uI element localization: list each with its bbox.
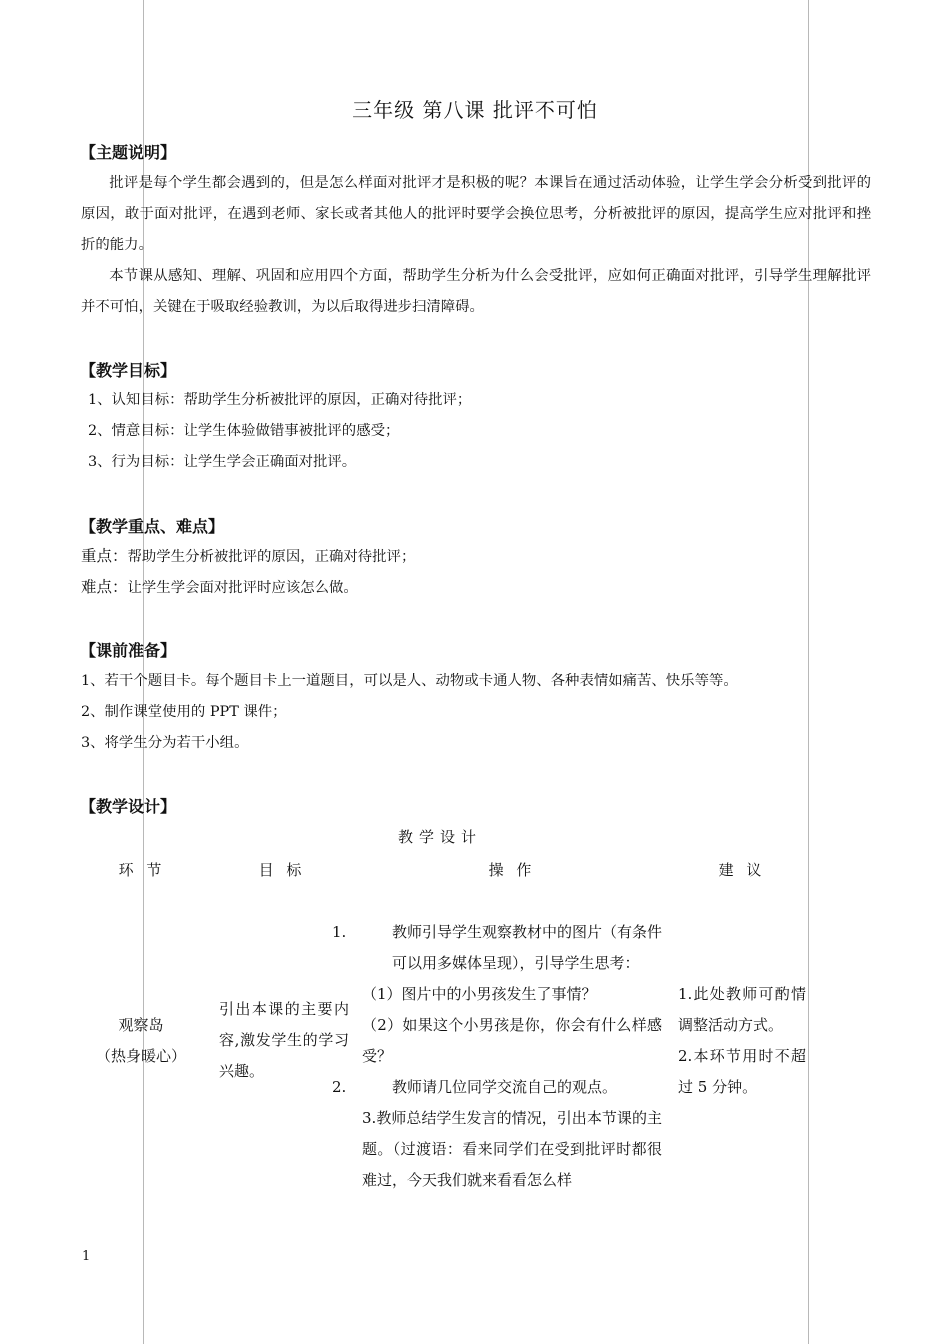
column-header-goal: 目 标 [258, 861, 306, 879]
difficulty-label: 难点： [81, 578, 128, 596]
suggestion-item-1: 1.此处教师可酌情调整活动方式。 [678, 985, 806, 1034]
prep-item-2: 2、制作课堂使用的 PPT 课件； [81, 704, 287, 720]
page-title: 三年级 第八课 批评不可怕 [352, 98, 598, 122]
focus-text: 帮助学生分析被批评的原因，正确对待批评； [127, 549, 416, 565]
heading-prep: 【课前准备】 [80, 641, 177, 660]
theme-paragraph-2: 本节课从感知、理解、巩固和应用四个方面，帮助学生分析为什么会受批评，应如何正确面对批评，引导学生理解批评并不可怕，关键在于吸取经验教训，为以后取得进步扫清障碍。 [81, 268, 871, 315]
table-row-stage [88, 1010, 194, 1072]
operation-step-1: 1. 教师引导学生观察教材中的图片（有条件可以用多媒体呈现），引导学生思考： [332, 923, 663, 972]
theme-paragraph-1: 批评是每个学生都会遇到的，但是怎么样面对批评才是积极的呢？本课旨在通过活动体验，让学生学会分析受到批评的原因，敢于面对批评，在遇到老师、家长或者其他人的批评时要学会换位思考，分析被批评的原因，提高学生应对批评和挫折的能力。 [81, 175, 871, 253]
table-row-suggestions [678, 979, 806, 1103]
table-row-operations [332, 917, 663, 1196]
heading-goals: 【教学目标】 [80, 361, 177, 380]
column-header-suggestion: 建 议 [718, 861, 766, 879]
table-caption: 教学设计 [397, 828, 482, 846]
goal-item-1: 1、认知目标：帮助学生分析被批评的原因，正确对待批评； [88, 392, 472, 408]
operation-question-1: （1）图片中的小男孩发生了事情？ [362, 985, 597, 1003]
difficulty-text: 让学生学会面对批评时应该怎么做。 [127, 580, 358, 596]
goal-item-3: 3、行为目标：让学生学会正确面对批评。 [88, 454, 357, 470]
heading-key-points: 【教学重点、难点】 [80, 517, 225, 536]
focus-label: 重点： [81, 547, 128, 565]
prep-item-3: 3、将学生分为若干小组。 [81, 735, 249, 751]
heading-design: 【教学设计】 [80, 797, 177, 816]
heading-theme: 【主题说明】 [80, 143, 177, 162]
operation-question-2: （2）如果这个小男孩是你，你会有什么样感受？ [362, 1016, 662, 1065]
stage-subtitle: （热身暖心） [95, 1047, 186, 1065]
difficulty-line [81, 572, 358, 604]
focus-line [81, 541, 415, 573]
stage-name: 观察岛 [118, 1016, 164, 1034]
operation-step-2: 2. 教师请几位同学交流自己的观点。 [332, 1078, 618, 1096]
operation-step-3: 3.教师总结学生发言的情况，引出本节课的主题。（过渡语：看来同学们在受到批评时都很难过，今天我们就来看看怎么样 [362, 1109, 662, 1189]
column-header-stage: 环 节 [118, 861, 166, 879]
table-row-goal: 引出本课的主要内容,激发学生的学习兴趣。 [219, 1000, 349, 1080]
page-number: 1 [82, 1249, 91, 1264]
goal-item-2: 2、情意目标：让学生体验做错事被批评的感受； [88, 423, 400, 439]
prep-item-1: 1、若干个题目卡。每个题目卡上一道题目，可以是人、动物或卡通人物、各种表情如痛苦、快乐等等。 [81, 673, 738, 689]
column-header-operation: 操 作 [488, 861, 536, 879]
suggestion-item-2: 2.本环节用时不超过 5 分钟。 [678, 1047, 806, 1096]
